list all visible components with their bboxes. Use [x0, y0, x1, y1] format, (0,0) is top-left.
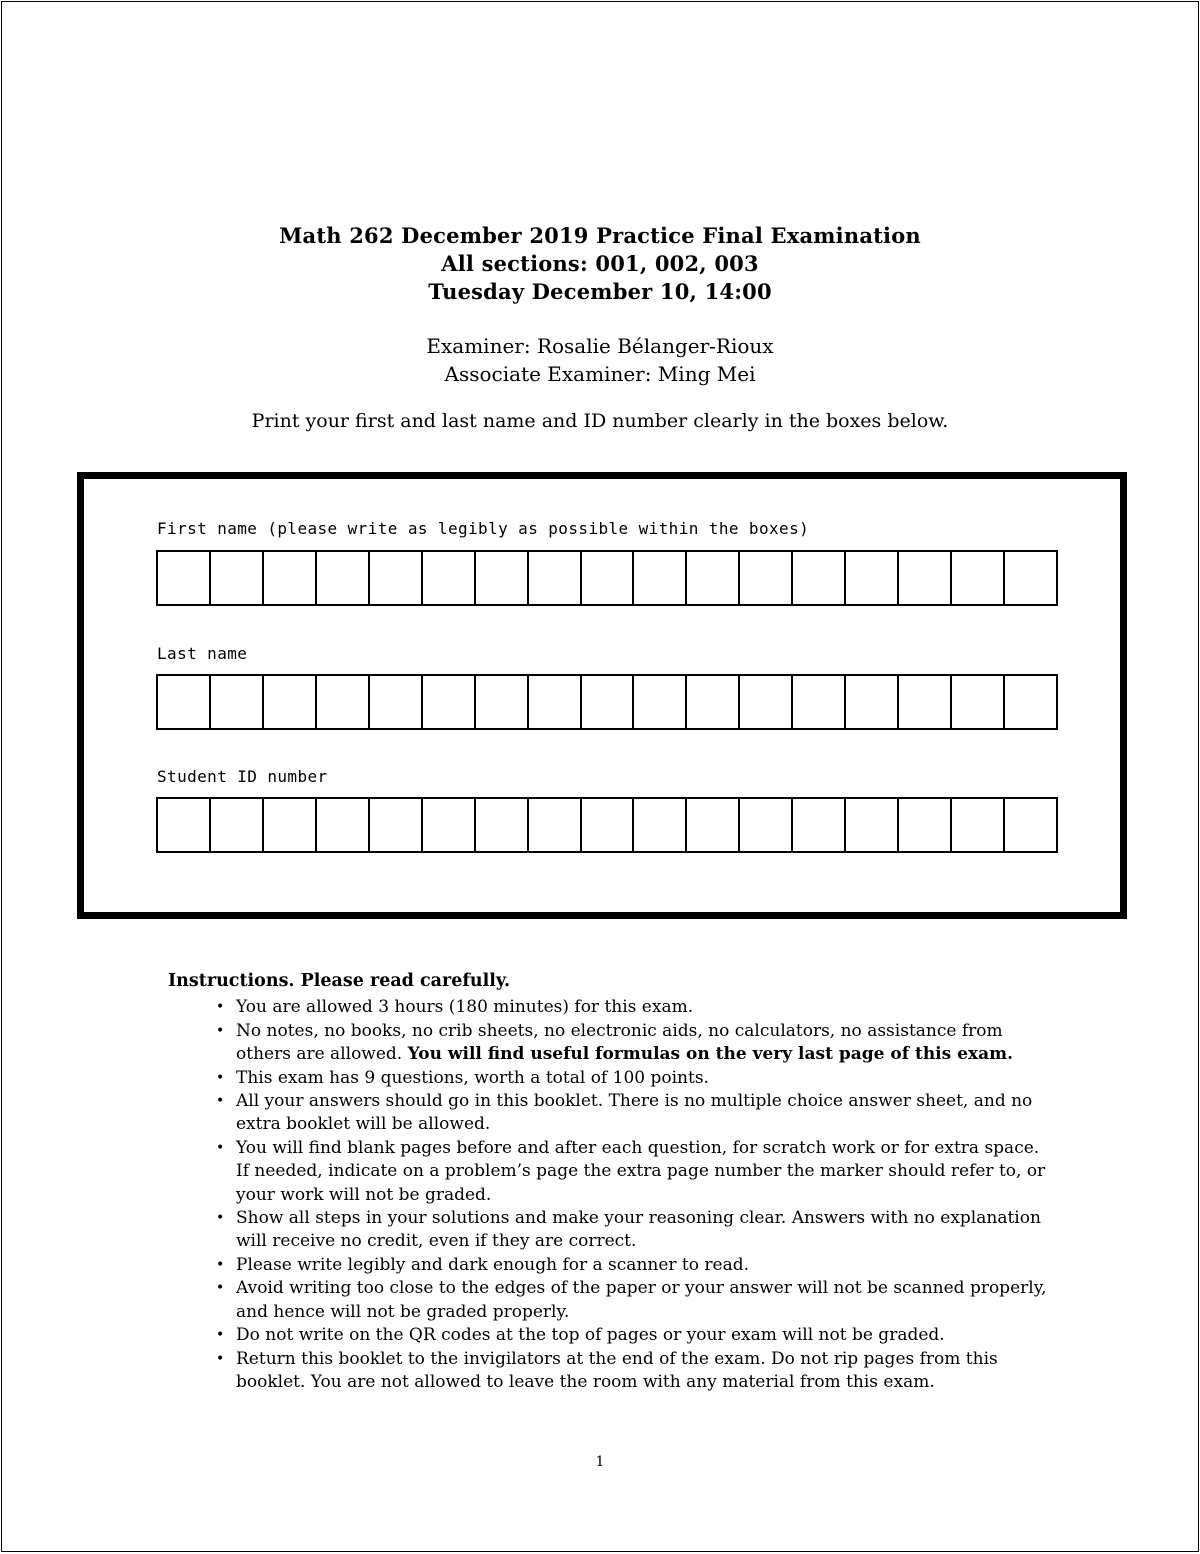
- write-in-box[interactable]: [846, 552, 899, 604]
- write-in-box[interactable]: [264, 676, 317, 728]
- instructions-section: [168, 970, 1048, 1394]
- write-in-box[interactable]: [687, 799, 740, 851]
- exam-date: Tuesday December 10, 14:00: [428, 279, 772, 304]
- write-in-box[interactable]: [264, 799, 317, 851]
- bullet-icon: •: [216, 1069, 225, 1086]
- write-in-box[interactable]: [740, 799, 793, 851]
- first-name-label: First name (please write as legibly as possible within the boxes): [157, 519, 810, 538]
- write-in-box[interactable]: [582, 676, 635, 728]
- write-in-box[interactable]: [476, 799, 529, 851]
- write-in-box[interactable]: [211, 799, 264, 851]
- instruction-text: Avoid writing too close to the edges of the paper or your answer will not be scanned properly, and hence will not be graded properly.: [236, 1278, 1047, 1322]
- formula-note: You will find useful formulas on the very last page of this exam.: [407, 1044, 1014, 1065]
- list-item: [216, 1348, 1048, 1395]
- write-in-box[interactable]: [529, 552, 582, 604]
- write-in-box[interactable]: [476, 676, 529, 728]
- write-in-box[interactable]: [370, 799, 423, 851]
- write-in-box[interactable]: [634, 799, 687, 851]
- bullet-icon: •: [216, 999, 225, 1016]
- write-in-box[interactable]: [317, 676, 370, 728]
- write-in-box[interactable]: [740, 676, 793, 728]
- write-in-box[interactable]: [952, 799, 1005, 851]
- last-name-boxes[interactable]: [156, 674, 1058, 730]
- list-item: [216, 1277, 1048, 1324]
- write-in-box[interactable]: [582, 552, 635, 604]
- write-in-box[interactable]: [634, 552, 687, 604]
- list-item: [216, 1090, 1048, 1137]
- bullet-icon: •: [216, 1350, 225, 1367]
- exam-page: [1, 1, 1199, 1552]
- write-in-box[interactable]: [793, 676, 846, 728]
- write-in-box[interactable]: [476, 552, 529, 604]
- write-in-box[interactable]: [793, 552, 846, 604]
- write-in-box[interactable]: [370, 676, 423, 728]
- instructions-heading: Instructions. Please read carefully.: [168, 971, 511, 991]
- write-in-box[interactable]: [846, 676, 899, 728]
- list-item: [216, 1324, 1048, 1347]
- examiner-block: [2, 332, 1198, 388]
- list-item: [216, 996, 1048, 1019]
- write-in-box[interactable]: [952, 676, 1005, 728]
- write-in-box[interactable]: [529, 799, 582, 851]
- student-id-label: Student ID number: [157, 767, 328, 786]
- bullet-icon: •: [216, 1280, 225, 1297]
- bullet-icon: •: [216, 1256, 225, 1273]
- instruction-text: You will find blank pages before and after each question, for scratch work or for extra space. If needed, indicate on a problem’s page the extra page number the marker should refer to, or your work will not be graded.: [236, 1137, 1046, 1205]
- write-in-box[interactable]: [158, 799, 211, 851]
- bullet-icon: •: [216, 1210, 225, 1227]
- write-in-box[interactable]: [211, 676, 264, 728]
- student-id-boxes[interactable]: [156, 797, 1058, 853]
- list-item: [216, 1067, 1048, 1090]
- exam-title: Math 262 December 2019 Practice Final Examination: [279, 223, 921, 248]
- first-name-boxes[interactable]: [156, 550, 1058, 606]
- write-in-box[interactable]: [423, 676, 476, 728]
- bullet-icon: •: [216, 1327, 225, 1344]
- write-in-box[interactable]: [158, 552, 211, 604]
- list-item: [216, 1207, 1048, 1254]
- associate-examiner: Associate Examiner: Ming Mei: [444, 362, 756, 386]
- examiner: Examiner: Rosalie Bélanger-Rioux: [426, 334, 774, 358]
- write-in-box[interactable]: [317, 552, 370, 604]
- write-in-box[interactable]: [317, 799, 370, 851]
- write-in-box[interactable]: [423, 552, 476, 604]
- instruction-text: You are allowed 3 hours (180 minutes) for this exam.: [236, 997, 694, 1018]
- list-item: [216, 1137, 1048, 1207]
- write-in-box[interactable]: [899, 676, 952, 728]
- bullet-icon: •: [216, 1022, 225, 1039]
- write-in-box[interactable]: [423, 799, 476, 851]
- list-item: [216, 1254, 1048, 1277]
- write-in-box[interactable]: [582, 799, 635, 851]
- write-in-box[interactable]: [634, 676, 687, 728]
- write-in-box[interactable]: [264, 552, 317, 604]
- print-instruction: Print your first and last name and ID number clearly in the boxes below.: [251, 410, 949, 432]
- instruction-text: Please write legibly and dark enough for a scanner to read.: [236, 1254, 750, 1275]
- instruction-text: Return this booklet to the invigilators at the end of the exam. Do not rip pages from this booklet. You are not allowed to leave the room with any material from this exam.: [236, 1348, 998, 1392]
- instructions-list: [168, 996, 1048, 1394]
- write-in-box[interactable]: [1005, 676, 1056, 728]
- write-in-box[interactable]: [1005, 552, 1056, 604]
- exam-sections: All sections: 001, 002, 003: [441, 251, 759, 276]
- write-in-box[interactable]: [952, 552, 1005, 604]
- write-in-box[interactable]: [211, 552, 264, 604]
- write-in-box[interactable]: [740, 552, 793, 604]
- write-in-box[interactable]: [1005, 799, 1056, 851]
- write-in-box[interactable]: [370, 552, 423, 604]
- student-id-form: [77, 472, 1127, 919]
- write-in-box[interactable]: [846, 799, 899, 851]
- write-in-box[interactable]: [899, 799, 952, 851]
- write-in-box[interactable]: [687, 552, 740, 604]
- list-item: [216, 1020, 1048, 1067]
- page-number: 1: [595, 1454, 605, 1470]
- instruction-text: This exam has 9 questions, worth a total of 100 points.: [236, 1067, 709, 1088]
- bullet-icon: •: [216, 1093, 225, 1110]
- last-name-label: Last name: [157, 644, 248, 663]
- bullet-icon: •: [216, 1139, 225, 1156]
- write-in-box[interactable]: [899, 552, 952, 604]
- write-in-box[interactable]: [158, 676, 211, 728]
- instruction-text: All your answers should go in this booklet. There is no multiple choice answer sheet, and no extra booklet will be allowed.: [236, 1091, 1033, 1135]
- title-block: [2, 222, 1198, 434]
- write-in-box[interactable]: [687, 676, 740, 728]
- instruction-text: Do not write on the QR codes at the top of pages or your exam will not be graded.: [236, 1325, 945, 1346]
- write-in-box[interactable]: [793, 799, 846, 851]
- instruction-text: Show all steps in your solutions and make your reasoning clear. Answers with no explanation will receive no credit, even if they are correct.: [236, 1208, 1041, 1252]
- write-in-box[interactable]: [529, 676, 582, 728]
- instruction-text: No notes, no books, no crib sheets, no electronic aids, no calculators, no assistance from others are allowed.: [236, 1020, 1003, 1065]
